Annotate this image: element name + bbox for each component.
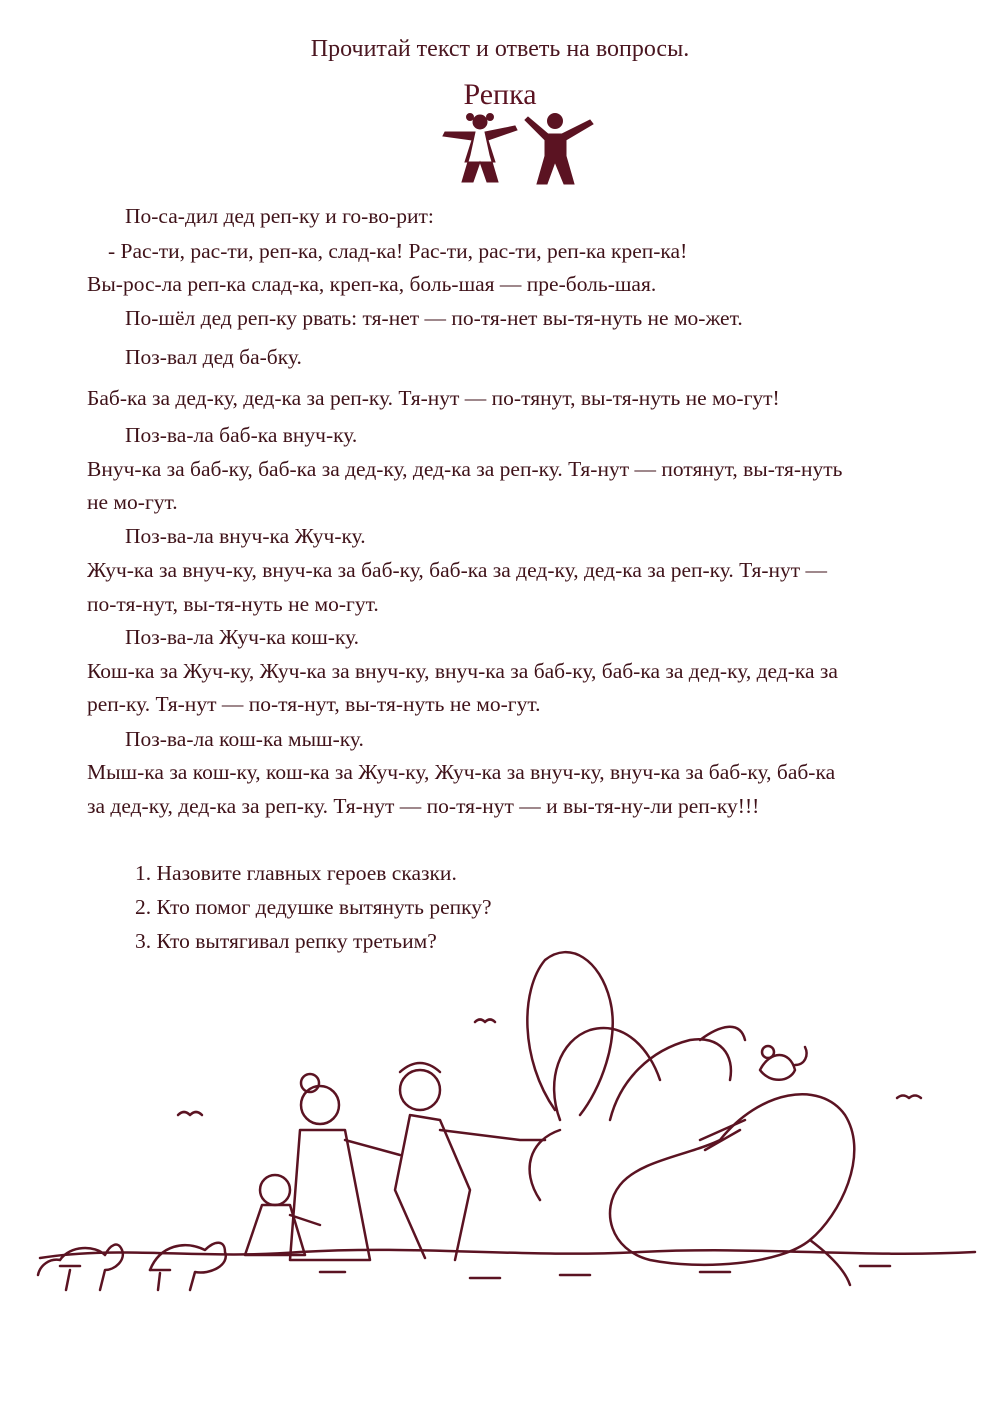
story-line: Поз-ва-ла кош-ка мыш-ку. — [125, 727, 364, 751]
instruction-heading: Прочитай текст и ответь на вопросы. — [310, 36, 690, 62]
story-line: Поз-вал дед ба-бку. — [125, 345, 302, 369]
story-line: Поз-ва-ла баб-ка внуч-ку. — [125, 423, 358, 447]
story-line: - Рас-ти, рас-ти, реп-ка, слад-ка! Рас-ти, рас-ти, реп-ка креп-ка! — [108, 239, 688, 263]
story-line: Вы-рос-ла реп-ка слад-ка, креп-ка, боль-шая — пре-боль-шая. — [87, 272, 657, 296]
question-item: 2. Кто помог дедушке вытянуть репку? — [135, 895, 492, 919]
story-line: По-шёл дед реп-ку рвать: тя-нет — по-тя-нет вы-тя-нуть не мо-жет. — [125, 306, 743, 330]
story-title: Репка — [463, 78, 537, 111]
story-line: Кош-ка за Жуч-ку, Жуч-ка за внуч-ку, внуч-ка за баб-ку, баб-ка за дед-ку, дед-ка за — [87, 659, 838, 683]
story-line: Внуч-ка за баб-ку, баб-ка за дед-ку, дед-ка за реп-ку. Тя-нут — потянут, вы-тя-нуть — [87, 457, 843, 481]
story-line: не мо-гут. — [87, 490, 178, 514]
kids-logo-icon — [440, 110, 600, 190]
question-item: 1. Назовите главных героев сказки. — [135, 861, 457, 885]
turnip-story-illustration — [0, 940, 1000, 1414]
story-line: по-тя-нут, вы-тя-нуть не мо-гут. — [87, 592, 379, 616]
story-line: Поз-ва-ла Жуч-ка кош-ку. — [125, 625, 360, 649]
story-line: Мыш-ка за кош-ку, кош-ка за Жуч-ку, Жуч-ка за внуч-ку, внуч-ка за баб-ку, баб-ка — [87, 760, 836, 784]
story-line: Поз-ва-ла внуч-ка Жуч-ку. — [125, 524, 366, 548]
story-line: Жуч-ка за внуч-ку, внуч-ка за баб-ку, баб-ка за дед-ку, дед-ка за реп-ку. Тя-нут — — [87, 558, 828, 582]
question-item: 3. Кто вытягивал репку третьим? — [135, 929, 437, 953]
story-line: за дед-ку, дед-ка за реп-ку. Тя-нут — по-тя-нут — и вы-тя-ну-ли реп-ку!!! — [87, 794, 760, 818]
story-line: Баб-ка за дед-ку, дед-ка за реп-ку. Тя-нут — по-тянут, вы-тя-нуть не мо-гут! — [87, 386, 780, 410]
story-line: реп-ку. Тя-нут — по-тя-нут, вы-тя-нуть не мо-гут. — [87, 692, 541, 716]
story-line: По-са-дил дед реп-ку и го-во-рит: — [125, 204, 434, 228]
